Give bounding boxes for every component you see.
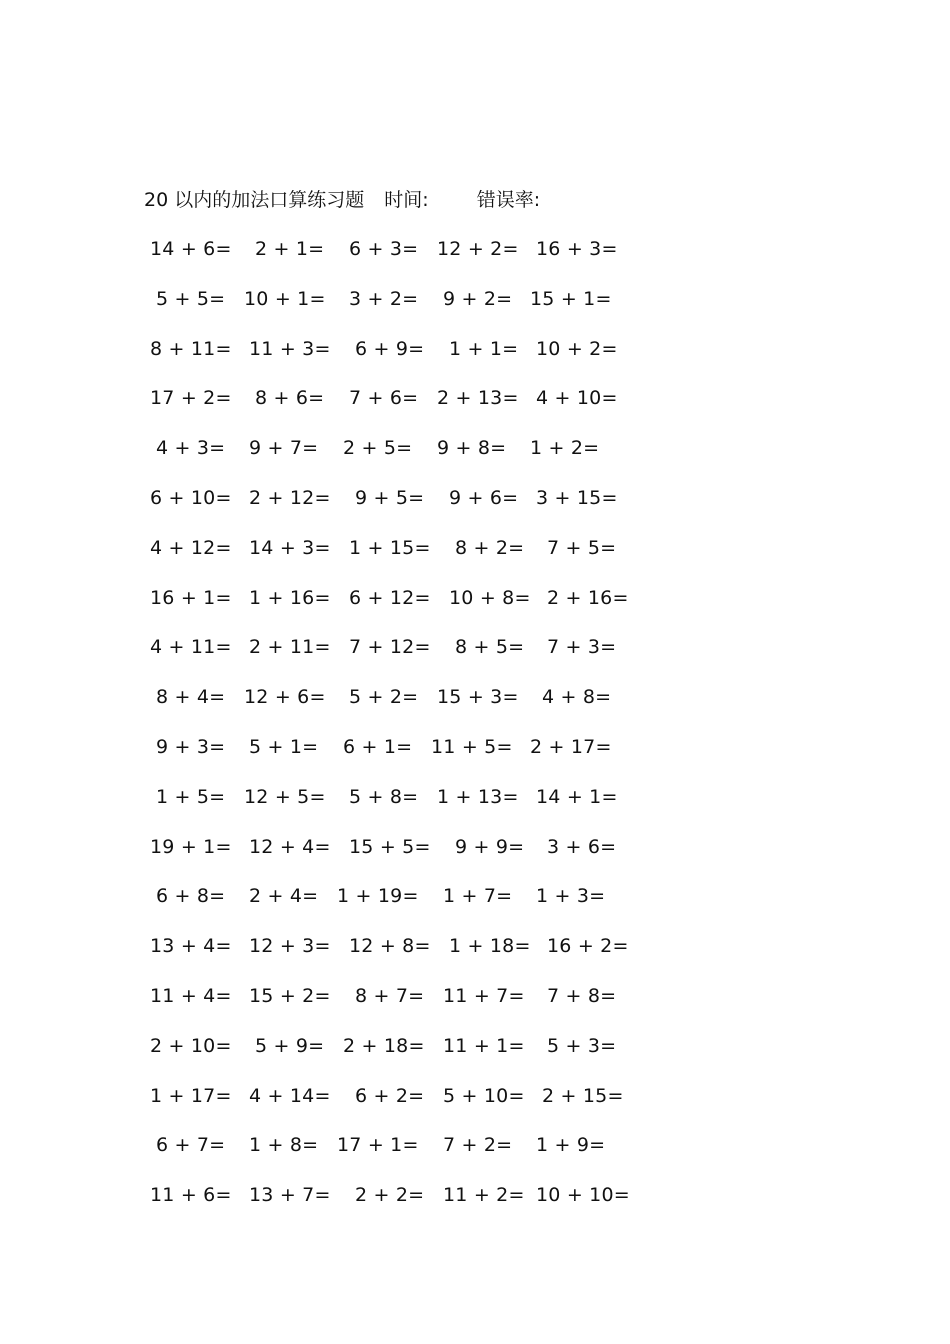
problem-item: 4 + 11= — [150, 636, 232, 658]
error-rate-label: 错误率: — [476, 189, 541, 211]
problem-item: 12 + 4= — [249, 836, 331, 858]
problem-item: 1 + 1= — [449, 338, 519, 360]
problem-item: 11 + 6= — [150, 1184, 232, 1206]
problem-item: 9 + 8= — [437, 437, 507, 459]
problem-item: 2 + 15= — [542, 1085, 624, 1107]
problem-item: 4 + 3= — [156, 437, 226, 459]
problem-item: 1 + 2= — [530, 437, 600, 459]
problem-item: 10 + 2= — [536, 338, 618, 360]
problem-item: 13 + 4= — [150, 935, 232, 957]
problem-item: 5 + 2= — [349, 686, 419, 708]
problem-item: 5 + 5= — [156, 288, 226, 310]
problem-item: 1 + 16= — [249, 587, 331, 609]
problem-item: 11 + 4= — [150, 985, 232, 1007]
worksheet-header — [144, 186, 540, 214]
problem-item: 12 + 8= — [349, 935, 431, 957]
problem-item: 3 + 15= — [536, 487, 618, 509]
problem-item: 16 + 3= — [536, 238, 618, 260]
problem-item: 9 + 5= — [355, 487, 425, 509]
problem-item: 3 + 6= — [547, 836, 617, 858]
problem-item: 12 + 3= — [249, 935, 331, 957]
problem-item: 6 + 10= — [150, 487, 232, 509]
problem-item: 1 + 8= — [249, 1134, 319, 1156]
problem-item: 4 + 14= — [249, 1085, 331, 1107]
problem-item: 2 + 1= — [255, 238, 325, 260]
problem-item: 1 + 19= — [337, 885, 419, 907]
problem-item: 5 + 9= — [255, 1035, 325, 1057]
problem-item: 6 + 1= — [343, 736, 413, 758]
problem-item: 7 + 5= — [547, 537, 617, 559]
problem-item: 6 + 7= — [156, 1134, 226, 1156]
problem-item: 1 + 5= — [156, 786, 226, 808]
problem-item: 2 + 4= — [249, 885, 319, 907]
problem-item: 12 + 2= — [437, 238, 519, 260]
problem-item: 15 + 2= — [249, 985, 331, 1007]
problem-item: 1 + 13= — [437, 786, 519, 808]
worksheet-title: 20 以内的加法口算练习题 — [144, 189, 365, 211]
problem-item: 10 + 8= — [449, 587, 531, 609]
problem-item: 16 + 1= — [150, 587, 232, 609]
problem-item: 13 + 7= — [249, 1184, 331, 1206]
problem-item: 11 + 1= — [443, 1035, 525, 1057]
problem-item: 8 + 5= — [455, 636, 525, 658]
problem-item: 15 + 1= — [530, 288, 612, 310]
problem-item: 14 + 1= — [536, 786, 618, 808]
problem-item: 15 + 3= — [437, 686, 519, 708]
problem-item: 9 + 3= — [156, 736, 226, 758]
problem-item: 17 + 1= — [337, 1134, 419, 1156]
problem-item: 14 + 3= — [249, 537, 331, 559]
problem-item: 17 + 2= — [150, 387, 232, 409]
problem-item: 16 + 2= — [547, 935, 629, 957]
problem-item: 7 + 8= — [547, 985, 617, 1007]
problem-item: 9 + 2= — [443, 288, 513, 310]
problem-item: 5 + 10= — [443, 1085, 525, 1107]
problem-item: 6 + 2= — [355, 1085, 425, 1107]
problem-item: 5 + 8= — [349, 786, 419, 808]
time-label: 时间: — [384, 189, 429, 211]
problem-item: 2 + 16= — [547, 587, 629, 609]
problem-item: 4 + 8= — [542, 686, 612, 708]
problem-item: 1 + 7= — [443, 885, 513, 907]
problem-item: 19 + 1= — [150, 836, 232, 858]
problem-item: 11 + 2= — [443, 1184, 525, 1206]
problem-item: 8 + 2= — [455, 537, 525, 559]
problem-item: 4 + 10= — [536, 387, 618, 409]
problem-item: 6 + 9= — [355, 338, 425, 360]
problem-item: 7 + 3= — [547, 636, 617, 658]
problem-item: 7 + 6= — [349, 387, 419, 409]
problem-item: 8 + 11= — [150, 338, 232, 360]
problem-item: 1 + 15= — [349, 537, 431, 559]
problem-item: 1 + 18= — [449, 935, 531, 957]
problem-item: 5 + 3= — [547, 1035, 617, 1057]
problem-item: 1 + 9= — [536, 1134, 606, 1156]
problem-item: 14 + 6= — [150, 238, 232, 260]
problem-item: 1 + 3= — [536, 885, 606, 907]
problem-item: 9 + 9= — [455, 836, 525, 858]
problem-item: 9 + 7= — [249, 437, 319, 459]
problem-item: 2 + 10= — [150, 1035, 232, 1057]
problem-item: 12 + 6= — [244, 686, 326, 708]
problem-item: 4 + 12= — [150, 537, 232, 559]
problem-item: 11 + 3= — [249, 338, 331, 360]
problem-item: 10 + 10= — [536, 1184, 630, 1206]
problem-item: 6 + 3= — [349, 238, 419, 260]
problem-item: 2 + 2= — [355, 1184, 425, 1206]
problem-item: 5 + 1= — [249, 736, 319, 758]
problem-item: 7 + 2= — [443, 1134, 513, 1156]
problem-item: 6 + 12= — [349, 587, 431, 609]
problem-item: 12 + 5= — [244, 786, 326, 808]
problem-item: 7 + 12= — [349, 636, 431, 658]
problem-item: 1 + 17= — [150, 1085, 232, 1107]
problem-item: 8 + 7= — [355, 985, 425, 1007]
problem-item: 6 + 8= — [156, 885, 226, 907]
problem-item: 2 + 5= — [343, 437, 413, 459]
problem-item: 2 + 17= — [530, 736, 612, 758]
problem-item: 15 + 5= — [349, 836, 431, 858]
problem-item: 11 + 5= — [431, 736, 513, 758]
problem-item: 2 + 12= — [249, 487, 331, 509]
problem-item: 8 + 6= — [255, 387, 325, 409]
problem-item: 2 + 11= — [249, 636, 331, 658]
problem-item: 11 + 7= — [443, 985, 525, 1007]
problem-item: 8 + 4= — [156, 686, 226, 708]
problem-item: 2 + 18= — [343, 1035, 425, 1057]
problem-item: 2 + 13= — [437, 387, 519, 409]
problem-item: 9 + 6= — [449, 487, 519, 509]
problem-item: 3 + 2= — [349, 288, 419, 310]
problem-item: 10 + 1= — [244, 288, 326, 310]
